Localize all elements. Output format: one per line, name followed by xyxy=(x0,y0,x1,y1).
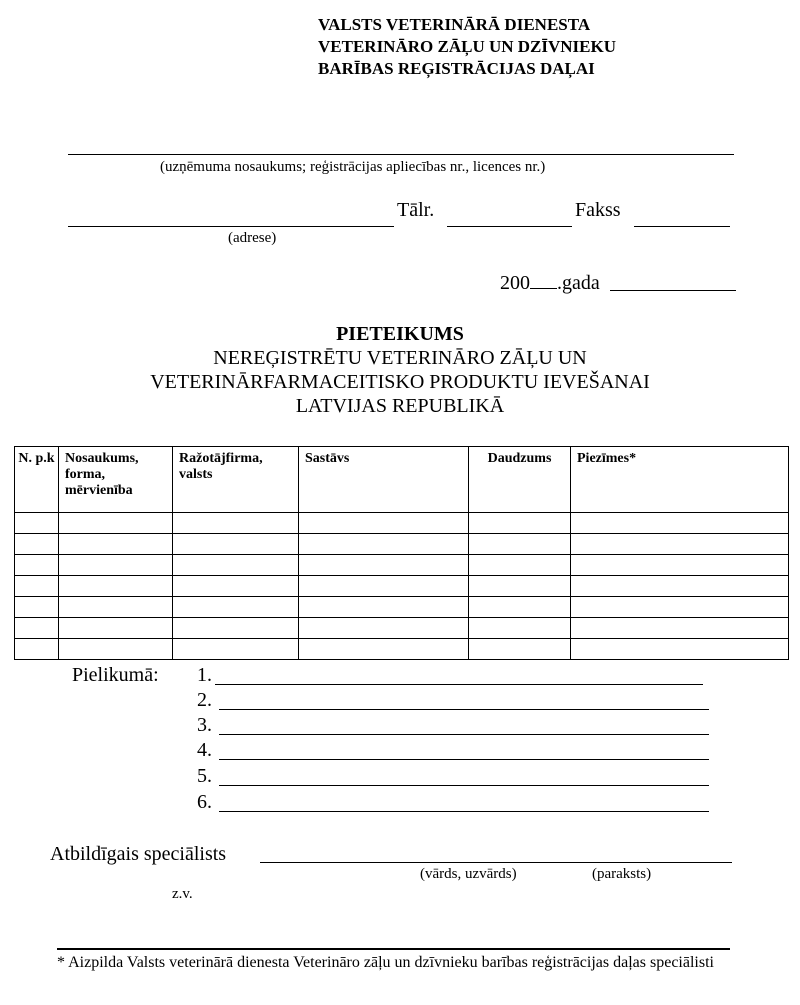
header-composition: Sastāvs xyxy=(299,447,469,513)
table-cell[interactable] xyxy=(59,555,173,576)
attachment-number-3: 3. xyxy=(197,714,212,736)
table-cell[interactable] xyxy=(469,555,571,576)
name-hint: (vārds, uzvārds) xyxy=(420,866,517,882)
table-cell[interactable] xyxy=(571,534,789,555)
address-hint: (adrese) xyxy=(228,230,277,246)
table-cell[interactable] xyxy=(15,513,59,534)
address-field[interactable] xyxy=(68,208,394,227)
table-header-row xyxy=(15,447,789,513)
table-cell[interactable] xyxy=(15,639,59,660)
table-cell[interactable] xyxy=(469,576,571,597)
table-cell[interactable] xyxy=(59,534,173,555)
signature-hint: (paraksts) xyxy=(592,866,652,882)
table-cell[interactable] xyxy=(59,618,173,639)
table-cell[interactable] xyxy=(173,597,299,618)
table-cell[interactable] xyxy=(469,639,571,660)
table-cell[interactable] xyxy=(59,513,173,534)
attachment-number-2: 2. xyxy=(197,689,212,711)
table-cell[interactable] xyxy=(571,639,789,660)
table-cell[interactable] xyxy=(469,513,571,534)
table-cell[interactable] xyxy=(173,618,299,639)
company-name-field[interactable] xyxy=(68,140,734,155)
footnote-divider xyxy=(57,944,730,950)
table-cell[interactable] xyxy=(15,534,59,555)
table-cell[interactable] xyxy=(59,597,173,618)
attachment-field-1[interactable] xyxy=(215,666,703,685)
fax-label: Fakss xyxy=(575,199,621,221)
fax-field[interactable] xyxy=(634,208,730,227)
date-suffix: .gada xyxy=(557,272,600,294)
footnote: * Aizpilda Valsts veterinārā dienesta Veterināro zāļu un dzīvnieku barības reģistrācijas daļas speciālisti xyxy=(57,954,714,971)
title-line-2: NEREĢISTRĒTU VETERINĀRO ZĀĻU UN xyxy=(213,347,587,369)
table-cell[interactable] xyxy=(299,534,469,555)
phone-label: Tālr. xyxy=(397,199,435,221)
attachment-number-5: 5. xyxy=(197,765,212,787)
title-line-1: PIETEIKUMS xyxy=(336,323,464,345)
date-line xyxy=(500,270,600,295)
table-row xyxy=(15,576,789,597)
table-cell[interactable] xyxy=(173,513,299,534)
table-row xyxy=(15,639,789,660)
table-cell[interactable] xyxy=(571,513,789,534)
header-name: Nosaukums, forma, mērvienība xyxy=(59,447,173,513)
attachment-number-4: 4. xyxy=(197,739,212,761)
attachment-field-3[interactable] xyxy=(219,716,709,735)
seal-mark: z.v. xyxy=(172,886,193,902)
table-cell[interactable] xyxy=(299,639,469,660)
header-quantity: Daudzums xyxy=(469,447,571,513)
company-name-hint: (uzņēmuma nosaukums; reģistrācijas apliecības nr., licences nr.) xyxy=(160,159,546,175)
table-cell[interactable] xyxy=(571,597,789,618)
table-cell[interactable] xyxy=(571,576,789,597)
document-title xyxy=(0,322,800,418)
table-cell[interactable] xyxy=(469,618,571,639)
attachment-field-4[interactable] xyxy=(219,741,709,760)
table-row xyxy=(15,513,789,534)
responsible-specialist-field[interactable] xyxy=(260,844,732,863)
table-cell[interactable] xyxy=(469,534,571,555)
attachment-field-2[interactable] xyxy=(219,691,709,710)
attachments-label: Pielikumā: xyxy=(72,664,159,686)
addressee-line-3: BARĪBAS REĢISTRĀCIJAS DAĻAI xyxy=(318,59,595,78)
date-year-field[interactable] xyxy=(530,270,557,289)
title-line-3: VETERINĀRFARMACEITISKO PRODUKTU IEVEŠANAI xyxy=(150,371,650,393)
table-row xyxy=(15,555,789,576)
table-row xyxy=(15,534,789,555)
attachment-field-5[interactable] xyxy=(219,767,709,786)
table-cell[interactable] xyxy=(59,576,173,597)
addressee-block xyxy=(318,14,616,80)
date-day-field[interactable] xyxy=(610,272,736,291)
attachment-field-6[interactable] xyxy=(219,793,709,812)
attachment-number-1: 1. xyxy=(197,664,212,686)
table-cell[interactable] xyxy=(571,618,789,639)
table-row xyxy=(15,597,789,618)
table-cell[interactable] xyxy=(15,555,59,576)
table-cell[interactable] xyxy=(173,555,299,576)
addressee-line-2: VETERINĀRO ZĀĻU UN DZĪVNIEKU xyxy=(318,37,617,56)
table-cell[interactable] xyxy=(469,597,571,618)
table-cell[interactable] xyxy=(299,555,469,576)
table-cell[interactable] xyxy=(15,618,59,639)
table-row xyxy=(15,618,789,639)
table-cell[interactable] xyxy=(173,534,299,555)
table-cell[interactable] xyxy=(299,576,469,597)
table-cell[interactable] xyxy=(571,555,789,576)
header-manufacturer: Ražotājfirma, valsts xyxy=(173,447,299,513)
items-table xyxy=(14,446,789,660)
header-notes: Piezīmes* xyxy=(571,447,789,513)
date-year-prefix: 200 xyxy=(500,272,530,294)
table-cell[interactable] xyxy=(59,639,173,660)
table-cell[interactable] xyxy=(173,639,299,660)
table-cell[interactable] xyxy=(173,576,299,597)
title-line-4: LATVIJAS REPUBLIKĀ xyxy=(295,395,505,417)
table-cell[interactable] xyxy=(15,576,59,597)
phone-field[interactable] xyxy=(447,208,572,227)
table-cell[interactable] xyxy=(299,513,469,534)
table-cell[interactable] xyxy=(299,618,469,639)
responsible-specialist-label: Atbildīgais speciālists xyxy=(50,843,227,865)
table-cell[interactable] xyxy=(15,597,59,618)
addressee-line-1: VALSTS VETERINĀRĀ DIENESTA xyxy=(318,15,591,34)
table-cell[interactable] xyxy=(299,597,469,618)
attachment-number-6: 6. xyxy=(197,791,212,813)
header-number: N. p.k xyxy=(15,447,59,513)
